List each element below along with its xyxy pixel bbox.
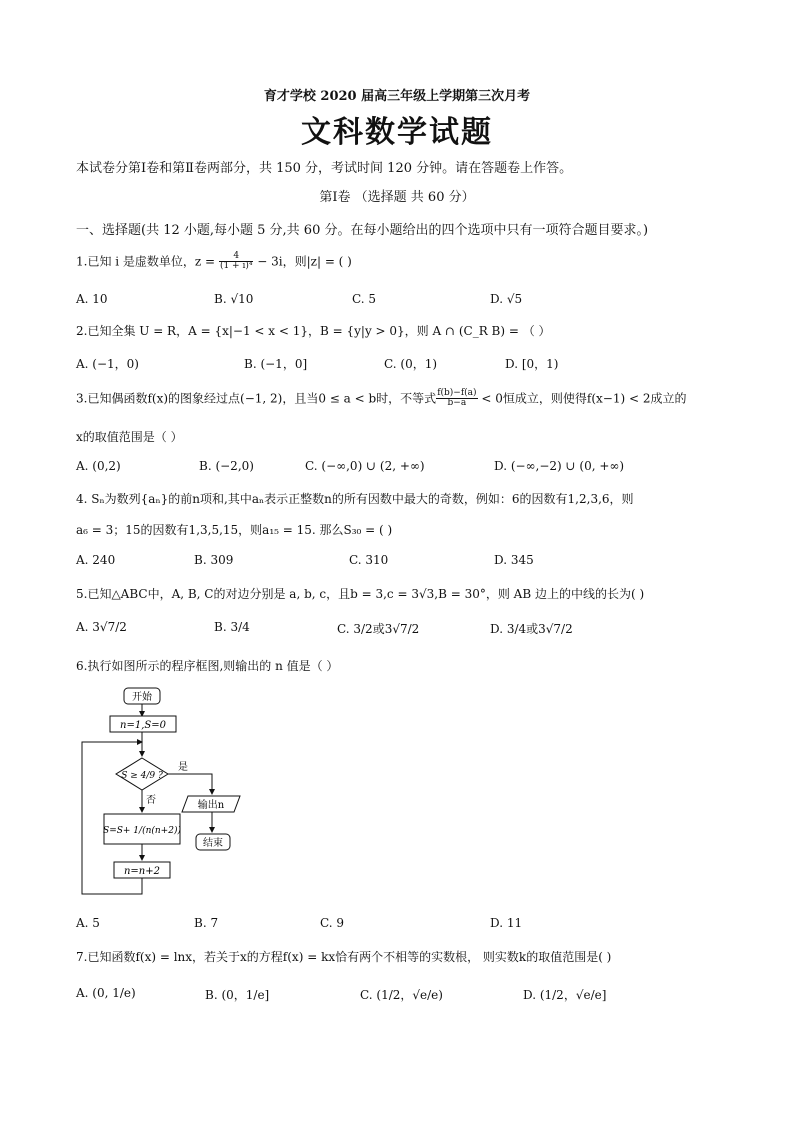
question-7: 7.已知函数f(x) = lnx，若关于x的方程f(x) = kx恰有两个不相等的实数根， 则实数k的取值范围是( ) bbox=[76, 950, 612, 964]
q7-option-b: B. (0，1/e] bbox=[205, 988, 270, 1002]
flow-output bbox=[182, 796, 240, 812]
q1-option-a: A. 10 bbox=[76, 292, 108, 306]
instructions-text: 一、选择题(共 12 小题,每小题 5 分,共 60 分。在每小题给出的四个选项中只有一项符合题目要求。) bbox=[76, 223, 649, 238]
q5-option-c: C. 3/2或3√7/2 bbox=[337, 622, 420, 636]
q1-stem-pre: 1.已知 i 是虚数单位，z = bbox=[76, 254, 219, 269]
question-4-line2: a₆ = 3；15的因数有1,3,5,15，则a₁₅ = 15. 那么S₃₀ = ( ) bbox=[76, 523, 393, 537]
q6-option-b: B. 7 bbox=[194, 916, 219, 930]
q4-option-a: A. 240 bbox=[76, 553, 116, 567]
flow-condition bbox=[116, 758, 168, 790]
flow-start bbox=[124, 688, 160, 704]
q1-option-b: B. √10 bbox=[214, 292, 254, 306]
flow-update-s-label: S=S+ 1/(n(n+2)) bbox=[103, 826, 181, 836]
flow-update-n-label: n=n+2 bbox=[123, 866, 161, 877]
flow-no-label: 否 bbox=[146, 795, 156, 806]
q3-frac-num: f(b)−f(a) bbox=[437, 388, 477, 398]
q7-option-c: C. (1/2，√e/e) bbox=[360, 988, 443, 1002]
question-2: 2.已知全集 U = R，A = {x|−1 < x < 1}，B = {y|y > 0}，则 A ∩ (C_R B) = （ ） bbox=[76, 324, 551, 338]
q5-option-a: A. 3√7/2 bbox=[76, 620, 127, 634]
q4-option-b: B. 309 bbox=[194, 553, 234, 567]
flow-update-s bbox=[103, 814, 181, 844]
q1-frac-den: (1 + i)⁴ bbox=[219, 261, 253, 272]
flow-start-label: 开始 bbox=[132, 692, 152, 703]
q1-frac-num: 4 bbox=[219, 252, 254, 262]
q3-stem-pre: 3.已知偶函数f(x)的图象经过点(−1, 2)，且当0 ≤ a < b时，不等式 bbox=[76, 391, 437, 406]
q3-option-c: C. (−∞,0) ∪ (2, +∞) bbox=[305, 459, 425, 473]
question-6: 6.执行如图所示的程序框图,则输出的 n 值是（ ） bbox=[76, 659, 339, 673]
question-3-line2: x的取值范围是（ ） bbox=[76, 430, 183, 444]
q3-frac-den: b−a bbox=[447, 398, 467, 409]
flow-update-n bbox=[114, 862, 170, 878]
q2-option-b: B. (−1，0] bbox=[244, 357, 308, 371]
q4-option-c: C. 310 bbox=[349, 553, 389, 567]
q6-option-c: C. 9 bbox=[320, 916, 345, 930]
q3-option-a: A. (0,2) bbox=[76, 459, 121, 473]
question-4-line1: 4. Sₙ为数列{aₙ}的前n项和,其中aₙ表示正整数n的所有因数中最大的奇数，例如：6的因数有1,2,3,6，则 bbox=[76, 492, 634, 506]
q3-stem-post: < 0恒成立，则使得f(x−1) < 2成立的 bbox=[477, 391, 687, 406]
q6-option-a: A. 5 bbox=[76, 916, 100, 930]
q3-option-b: B. (−2,0) bbox=[199, 459, 254, 473]
flow-init bbox=[110, 716, 176, 732]
q2-option-d: D. [0，1) bbox=[505, 357, 559, 371]
flow-cond-label: S ≥ 4/9 ? bbox=[121, 771, 163, 781]
q1-fraction bbox=[219, 252, 254, 272]
q5-option-b: B. 3/4 bbox=[214, 620, 250, 634]
flow-yes-label: 是 bbox=[178, 762, 188, 773]
q7-option-a: A. (0, 1/e) bbox=[76, 986, 136, 1000]
q5-option-d: D. 3/4或3√7/2 bbox=[490, 622, 573, 636]
flowchart bbox=[70, 680, 270, 900]
question-3 bbox=[76, 389, 686, 409]
q7-option-d: D. (1/2，√e/e] bbox=[523, 988, 607, 1002]
page-title: 文科数学试题 bbox=[301, 115, 493, 150]
q3-fraction bbox=[436, 389, 477, 409]
q1-option-c: C. 5 bbox=[352, 292, 377, 306]
q3-option-d: D. (−∞,−2) ∪ (0, +∞) bbox=[494, 459, 625, 473]
flow-end-label: 结束 bbox=[203, 838, 223, 849]
q6-option-d: D. 11 bbox=[490, 916, 523, 930]
flow-end bbox=[196, 834, 230, 850]
q2-option-c: C. (0，1) bbox=[384, 357, 438, 371]
q1-stem-post: − 3i，则|z| = ( ) bbox=[253, 254, 352, 269]
section-heading: 第Ⅰ卷 （选择题 共 60 分） bbox=[319, 190, 475, 205]
q2-option-a: A. (−1，0) bbox=[76, 357, 139, 371]
flow-init-label: n=1,S=0 bbox=[120, 720, 166, 731]
flow-output-label: 输出n bbox=[197, 800, 225, 811]
school-line: 育才学校 2020 届高三年级上学期第三次月考 bbox=[263, 89, 531, 104]
intro-text: 本试卷分第Ⅰ卷和第Ⅱ卷两部分，共 150 分，考试时间 120 分钟。请在答题卷上作答。 bbox=[76, 161, 573, 176]
q4-option-d: D. 345 bbox=[494, 553, 534, 567]
question-1 bbox=[76, 252, 352, 272]
q1-option-d: D. √5 bbox=[490, 292, 523, 306]
question-5: 5.已知△ABC中，A, B, C的对边分别是 a, b, c，且b = 3,c = 3√3,B = 30°，则 AB 边上的中线的长为( ) bbox=[76, 587, 645, 601]
